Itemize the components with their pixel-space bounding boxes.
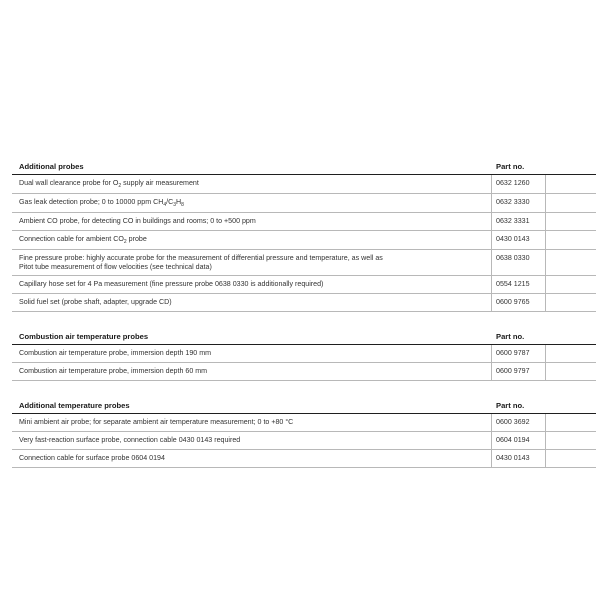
table-row xyxy=(12,194,596,213)
table-row xyxy=(12,294,596,312)
row-description: Fine pressure probe: highly accurate probe for the measurement of differential pressure and temperature, as well as Pitot tube measurement of flow velocities (see technical data) xyxy=(12,250,492,275)
section-header xyxy=(12,396,596,414)
row-part-number: 0632 3331 xyxy=(492,213,546,230)
row-blank-cell xyxy=(546,432,596,449)
row-part-number: 0604 0194 xyxy=(492,432,546,449)
row-blank-cell xyxy=(546,213,596,230)
table-row xyxy=(12,363,596,381)
section-title: Additional probes xyxy=(19,162,84,171)
row-description: Combustion air temperature probe, immersion depth 190 mm xyxy=(12,345,492,362)
row-part-number: 0632 3330 xyxy=(492,194,546,212)
row-blank-cell xyxy=(546,231,596,249)
row-description: Connection cable for ambient $CO_2$ probe xyxy=(12,231,492,249)
accessories-sheet xyxy=(12,157,596,468)
section-gap xyxy=(12,312,596,327)
row-description: Mini ambient air probe; for separate ambient air temperature measurement; 0 to +80 °C xyxy=(12,414,492,431)
part-no-header: Part no. xyxy=(496,332,525,341)
table-row xyxy=(12,414,596,432)
row-description: Gas leak detection probe; 0 to 10000 ppm $CH_4/C_3H_8$ xyxy=(12,194,492,212)
row-part-number: 0554 1215 xyxy=(492,276,546,293)
row-part-number: 0632 1260 xyxy=(492,175,546,193)
section-combustion-air-temperature-probes xyxy=(12,327,596,381)
row-part-number: 0600 9797 xyxy=(492,363,546,380)
table-row xyxy=(12,276,596,294)
row-part-number: 0600 3692 xyxy=(492,414,546,431)
table-row xyxy=(12,345,596,363)
section-header xyxy=(12,327,596,345)
table-row xyxy=(12,213,596,231)
section-header xyxy=(12,157,596,175)
row-part-number: 0638 0330 xyxy=(492,250,546,275)
row-part-number: 0600 9765 xyxy=(492,294,546,311)
row-blank-cell xyxy=(546,294,596,311)
row-blank-cell xyxy=(546,363,596,380)
row-blank-cell xyxy=(546,250,596,275)
section-additional-temperature-probes xyxy=(12,396,596,468)
row-blank-cell xyxy=(546,276,596,293)
section-title: Combustion air temperature probes xyxy=(19,332,149,341)
row-blank-cell xyxy=(546,194,596,212)
row-part-number: 0430 0143 xyxy=(492,231,546,249)
section-additional-probes xyxy=(12,157,596,312)
section-title: Additional temperature probes xyxy=(19,401,130,410)
part-no-header: Part no. xyxy=(496,162,525,171)
row-part-number: 0600 9787 xyxy=(492,345,546,362)
section-gap xyxy=(12,381,596,396)
table-row xyxy=(12,450,596,468)
row-description: Very fast-reaction surface probe, connection cable 0430 0143 required xyxy=(12,432,492,449)
row-blank-cell xyxy=(546,345,596,362)
row-description: Dual wall clearance probe for $O_2$ supply air measurement xyxy=(12,175,492,193)
table-row xyxy=(12,432,596,450)
row-blank-cell xyxy=(546,175,596,193)
row-part-number: 0430 0143 xyxy=(492,450,546,467)
part-no-header: Part no. xyxy=(496,401,525,410)
row-description: Capillary hose set for 4 Pa measurement (fine pressure probe 0638 0330 is additionally required) xyxy=(12,276,492,293)
row-blank-cell xyxy=(546,414,596,431)
row-description: Ambient CO probe, for detecting CO in buildings and rooms; 0 to +500 ppm xyxy=(12,213,492,230)
row-description: Solid fuel set (probe shaft, adapter, upgrade CD) xyxy=(12,294,492,311)
row-description: Combustion air temperature probe, immersion depth 60 mm xyxy=(12,363,492,380)
table-row xyxy=(12,250,596,276)
table-row xyxy=(12,231,596,250)
row-description: Connection cable for surface probe 0604 0194 xyxy=(12,450,492,467)
row-blank-cell xyxy=(546,450,596,467)
table-row xyxy=(12,175,596,194)
